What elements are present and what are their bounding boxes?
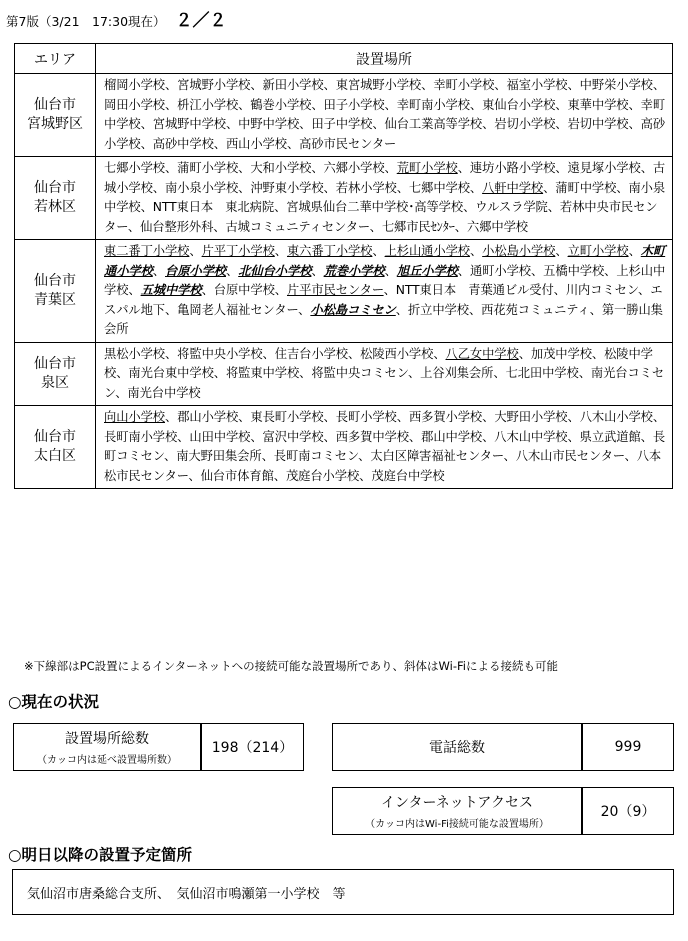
column-header-places: 設置場所 — [96, 44, 673, 74]
column-header-area: エリア — [15, 44, 96, 74]
internet-value: 20（9） — [600, 804, 656, 820]
table-row — [15, 74, 673, 157]
area-cell — [15, 406, 96, 489]
pc-place: 片平市民センター — [286, 283, 384, 297]
wifi-place: 木町通小学校 — [104, 244, 666, 278]
wifi-place: 北仙台小学校 — [238, 263, 312, 278]
wifi-place: 台原小学校 — [165, 263, 226, 278]
pc-place: 荒町小学校 — [396, 161, 458, 175]
page-number: ２／２ — [175, 11, 227, 31]
area-name-line: 宮城野区 — [27, 116, 83, 132]
area-cell — [15, 157, 96, 240]
place-text: 、折立中学校、西花苑コミュニティ、第一勝山集会所 — [104, 302, 663, 336]
table-row — [15, 157, 673, 240]
wifi-place: 五城中学校 — [140, 283, 202, 297]
place-text: 、 — [152, 263, 165, 278]
area-cell — [15, 240, 96, 343]
places-cell — [96, 74, 673, 157]
pc-place: 小松島小学校 — [482, 244, 556, 258]
places-cell — [96, 157, 673, 240]
area-name-line: 仙台市 — [34, 180, 76, 197]
place-text: 、郡山小学校、東長町小学校、長町小学校、西多賀小学校、大野田小学校、八木山小学校、長町南小学校、山田中学校、富沢中学校、西多賀中学校、郡山中学校、八木山中学校、県立武道館、長町コミセン、南大野田集会所、長町南コミセン、太白区障害福祉センター、八木山市民センター、八本松市民センター、仙台市体育館、茂庭台小学校、茂庭台中学校 — [104, 410, 666, 483]
future-heading: ○明日以降の設置予定箇所 — [8, 846, 193, 864]
table-row — [15, 342, 673, 406]
phones-label: 電話総数 — [429, 740, 485, 756]
phones-label-box — [332, 723, 582, 771]
places-cell — [96, 406, 673, 489]
internet-sub: （カッコ内はWi-Fi接続可能な設置場所） — [365, 819, 549, 830]
place-text: 、蒲町中学校、南小泉中学校、NTT東日本 東北病院、宮城県仙台二華中学校･高等学校、ウルスラ学院、若林中央市民センター、仙台整形外科、古城コミュニティセンター、七郷市民ｾﾝﾀｰ、六郷中学校 — [104, 180, 666, 234]
place-text: 、加茂中学校、松陵中学校、南光台東中学校、将監東中学校、将監中央コミセン、上谷刈集会所、七北田中学校、南光台コミセン、南光台中学校 — [104, 346, 665, 400]
table-row — [15, 240, 673, 343]
pc-place: 片平丁小学校 — [201, 244, 275, 258]
place-text: 、連坊小路小学校、遠見塚小学校、古城小学校、南小泉小学校、沖野東小学校、若林小学校、七郷中学校、 — [104, 161, 666, 195]
future-places-text: 気仙沼市唐桑総合支所、 気仙沼市鳴瀬第一小学校 等 — [27, 886, 346, 902]
place-text: 榴岡小学校、宮城野小学校、新田小学校、東宮城野小学校、幸町小学校、福室小学校、中野栄小学校、岡田小学校、枡江小学校、鶴巻小学校、田子小学校、幸町南小学校、東仙台小学校、東華中学校、幸町中学校、宮城野中学校、中野中学校、田子中学校、仙台工業高等学校、岩切小学校、岩切中学校、高砂小学校、高砂中学校、西山小学校、高砂市民センター — [104, 78, 666, 151]
pc-place: 東六番丁小学校 — [286, 244, 373, 258]
phones-value-box — [582, 723, 674, 771]
status-heading: ○現在の状況 — [8, 693, 100, 711]
area-name-line: 仙台市 — [34, 429, 76, 446]
internet-value-box — [582, 787, 674, 835]
pc-place: 八乙女中学校 — [445, 346, 519, 361]
place-text: 、 — [311, 263, 324, 278]
total-places-label-box — [13, 723, 201, 771]
page-header — [6, 6, 227, 31]
place-text: 、 — [384, 263, 397, 278]
total-places-sub: （カッコ内は延べ設置場所数） — [37, 755, 177, 766]
place-text: 、 — [628, 244, 641, 258]
place-text: 、 — [469, 244, 483, 258]
table-header-row — [15, 44, 673, 74]
places-cell — [96, 342, 673, 406]
place-text: 、 — [189, 244, 202, 258]
internet-label-box — [332, 787, 582, 835]
place-text: 、 — [372, 244, 385, 258]
place-text: 、 — [555, 244, 568, 258]
version-label: 第7版（3/21 17:30現在） — [6, 14, 166, 29]
area-name-line: 泉区 — [41, 374, 69, 391]
internet-label: インターネットアクセス — [381, 795, 533, 811]
total-places-value-box — [201, 723, 304, 771]
area-name-line: 仙台市 — [34, 97, 76, 114]
area-name-line: 仙台市 — [34, 272, 76, 289]
pc-place: 八軒中学校 — [482, 180, 544, 195]
pc-place: 向山小学校 — [104, 410, 165, 424]
total-places-value: 198（214） — [211, 740, 294, 756]
wifi-place: 旭丘小学校 — [396, 263, 458, 278]
area-cell — [15, 74, 96, 157]
area-name-line: 若林区 — [34, 199, 76, 215]
pc-place: 東二番丁小学校 — [104, 244, 190, 258]
place-text: 、 — [226, 263, 239, 278]
pc-place: 立町小学校 — [567, 244, 629, 258]
future-places-box — [12, 869, 674, 915]
wifi-place: 小松島コミセン — [310, 302, 396, 317]
places-cell — [96, 240, 673, 343]
installation-table — [14, 43, 673, 489]
place-text: 、台原中学校、 — [201, 283, 287, 297]
pc-place: 上杉山通小学校 — [384, 244, 470, 258]
total-places-label: 設置場所総数 — [65, 731, 149, 747]
place-text: 七郷小学校、蒲町小学校、大和小学校、六郷小学校、 — [104, 161, 397, 175]
table-row — [15, 406, 673, 489]
phones-value: 999 — [614, 739, 642, 755]
place-text: 黒松小学校、将監中央小学校、住吉台小学校、松陵西小学校、 — [104, 346, 446, 361]
area-name-line: 仙台市 — [34, 355, 76, 372]
place-text: 、NTT東日本 青葉通ビル受付、川内コミセン、エスパル地下、亀岡老人福祉センター、 — [104, 283, 663, 317]
wifi-place: 荒巻小学校 — [323, 263, 385, 278]
area-name-line: 青葉区 — [34, 291, 76, 308]
area-name-line: 太白区 — [34, 448, 76, 464]
place-text: 、通町小学校、五橋中学校、上杉山中学校、 — [104, 263, 666, 297]
area-cell — [15, 342, 96, 406]
footnote: ※下線部はPC設置によるインターネットへの接続可能な設置場所であり、斜体はWi-Fiによる接続も可能 — [24, 659, 558, 673]
place-text: 、 — [274, 244, 287, 258]
